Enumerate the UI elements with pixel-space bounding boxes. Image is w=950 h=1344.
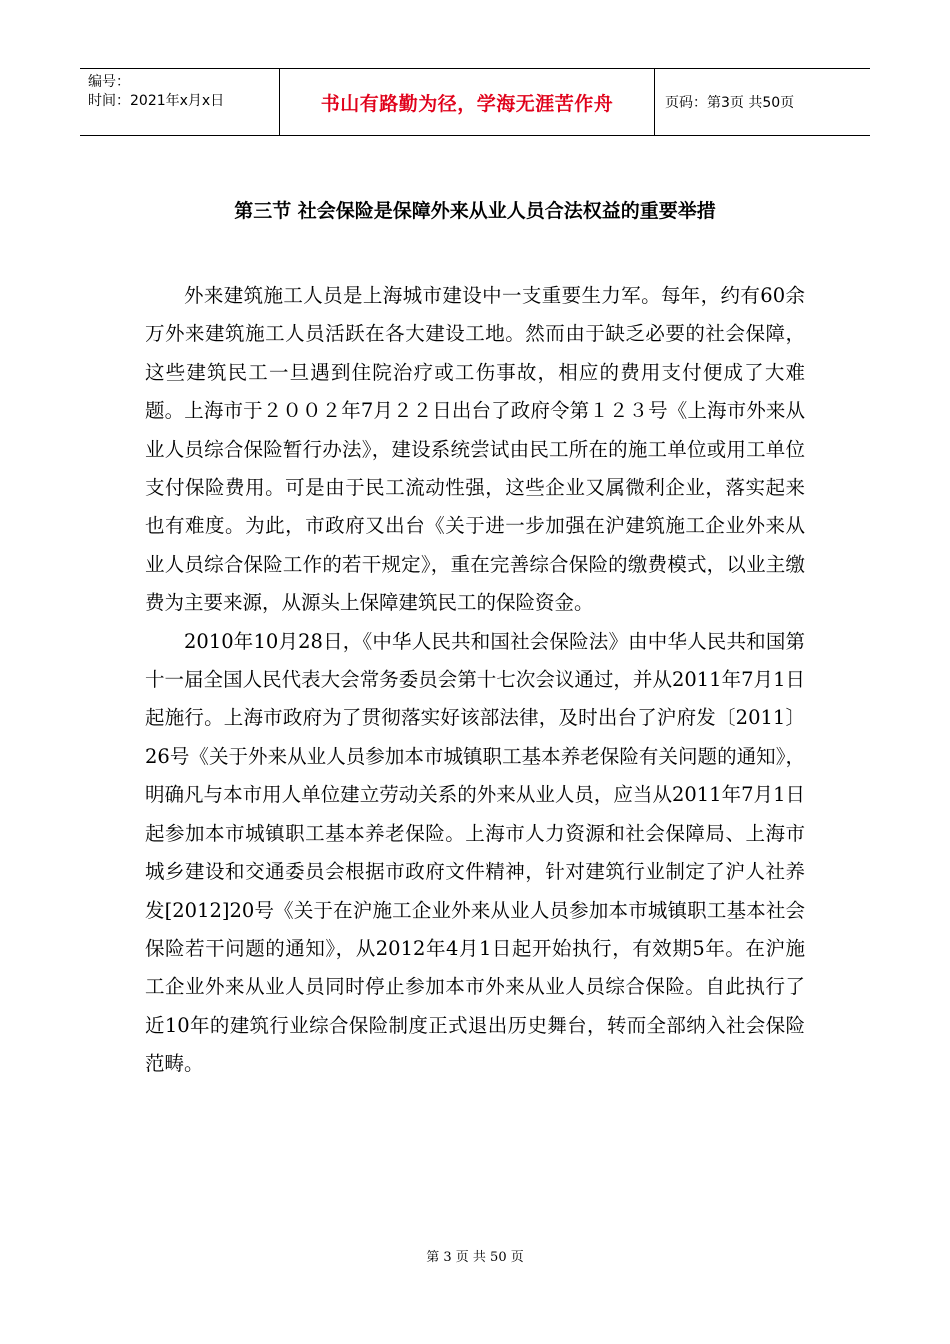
section-title: 第三节 社会保险是保障外来从业人员合法权益的重要举措 <box>234 200 716 222</box>
paragraph: 外来建筑施工人员是上海城市建设中一支重要生力军。每年，约有60余万外来建筑施工人员活跃在各大建设工地。然而由于缺乏必要的社会保障，这些建筑民工一旦遇到住院治疗或工伤事故，相应的费用支付便成了大难题。上海市于２００２年7月２２日出台了政府令第１２３号《上海市外来从业人员综合保险暂行办法》，建设系统尝试由民工所在的施工单位或用工单位支付保险费用。可是由于民工流动性强，这些企业又属微利企业，落实起来也有难度。为此，市政府又出台《关于进一步加强在沪建筑施工企业外来从业人员综合保险工作的若干规定》，重在完善综合保险的缴费模式，以业主缴费为主要来源，从源头上保障建筑民工的保险资金。 <box>145 284 805 615</box>
paragraph: 2010年10月28日，《中华人民共和国社会保险法》由中华人民共和国第十一届全国人民代表大会常务委员会第十七次会议通过，并从2011年7月1日起施行。上海市政府为了贯彻落实好该部法律，及时出台了沪府发〔2011〕26号《关于外来从业人员参加本市城镇职工基本养老保险有关问题的通知》，明确凡与本市用人单位建立劳动关系的外来从业人员，应当从2011年7月1日起参加本市城镇职工基本养老保险。上海市人力资源和社会保障局、上海市城乡建设和交通委员会根据市政府文件精神，针对建筑行业制定了沪人社养发[2012]20号《关于在沪施工企业外来从业人员参加本市城镇职工基本社会保险若干问题的通知》，从2012年4月1日起开始执行，有效期5年。在沪施工企业外来从业人员同时停止参加本市外来从业人员综合保险。自此执行了近10年的建筑行业综合保险制度正式退出历史舞台，转而全部纳入社会保险范畴。 <box>145 629 805 1076</box>
document-header <box>80 68 870 136</box>
header-page-info: 页码：第3页 共50页 <box>665 95 795 111</box>
number-label: 编号： <box>88 74 130 90</box>
header-motto: 书山有路勤为径，学海无涯苦作舟 <box>280 69 655 135</box>
time-label: 时间：2021年x月x日 <box>88 93 225 109</box>
body-text <box>145 277 805 1084</box>
header-meta <box>80 69 280 135</box>
page-footer: 第 3 页 共 50 页 <box>426 1250 524 1265</box>
